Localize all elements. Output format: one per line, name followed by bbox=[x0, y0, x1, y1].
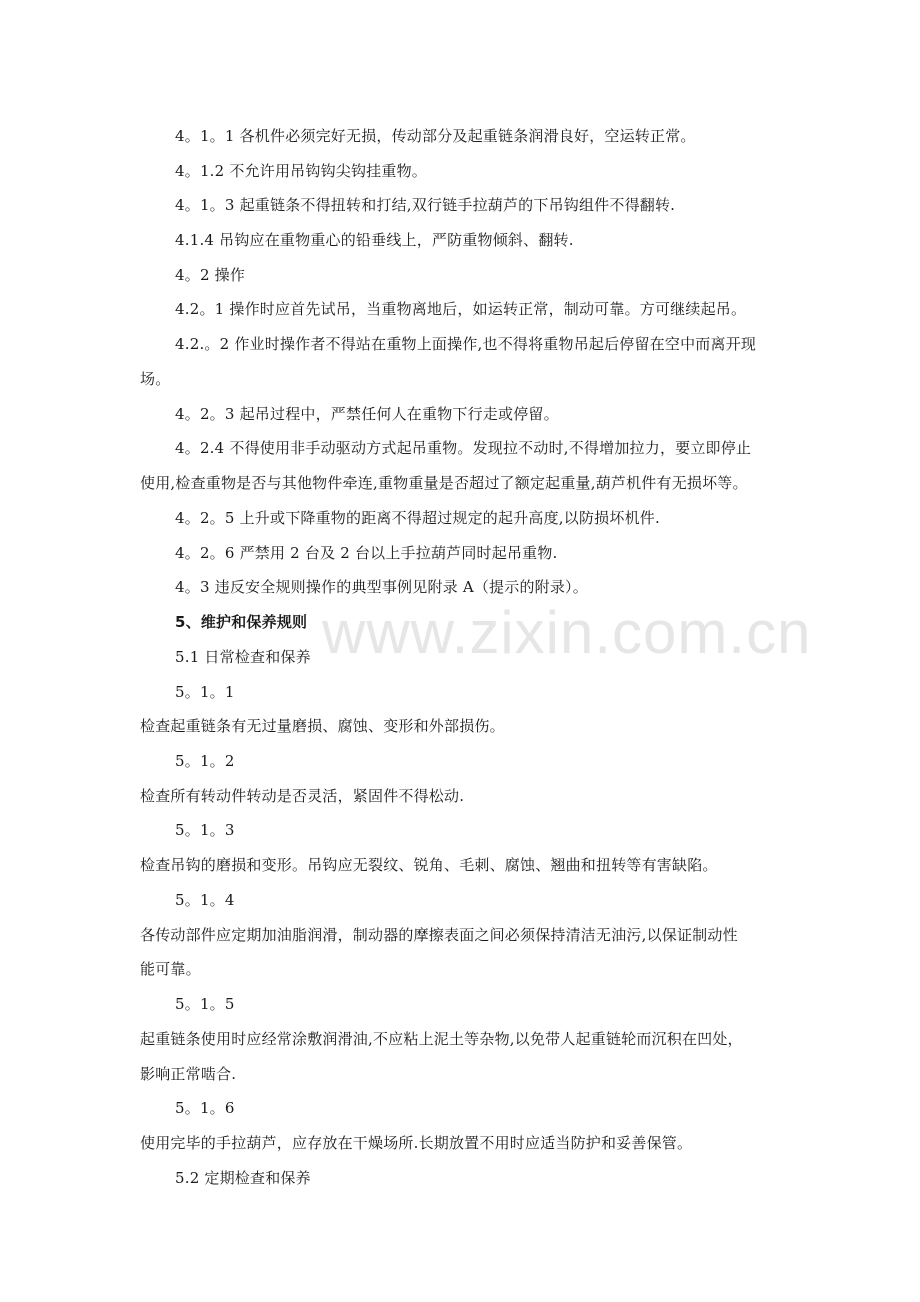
clause-5-1-2-text: 检查所有转动件转动是否灵活，紧固件不得松动. bbox=[140, 787, 465, 805]
clause-4-1-4: 4.1.4 吊钩应在重物重心的铅垂线上，严防重物倾斜、翻转. bbox=[175, 231, 574, 249]
clause-5-1-6-text: 使用完毕的手拉葫芦，应存放在干燥场所.长期放置不用时应适当防护和妥善保管。 bbox=[140, 1134, 693, 1152]
clause-4-1-2: 4。1.2 不允许用吊钩钩尖钩挂重物。 bbox=[175, 162, 427, 180]
clause-5-1-4-text: 各传动部件应定期加油脂润滑，制动器的摩擦表面之间必须保持清洁无油污,以保证制动性 bbox=[140, 926, 738, 944]
heading-4-2: 4。2 操作 bbox=[175, 266, 246, 284]
heading-5-2: 5.2 定期检查和保养 bbox=[175, 1169, 311, 1187]
clause-4-2-6: 4。2。6 严禁用 2 台及 2 台以上手拉葫芦同时起吊重物. bbox=[175, 544, 558, 562]
clause-4-2-2-cont: 场。 bbox=[140, 370, 171, 388]
clause-5-1-3-text: 检查吊钩的磨损和变形。吊钩应无裂纹、锐角、毛刺、腐蚀、翘曲和扭转等有害缺陷。 bbox=[140, 856, 718, 874]
clause-4-2-4-cont: 使用,检查重物是否与其他物件牵连,重物重量是否超过了额定起重量,葫芦机件有无损坏等。 bbox=[140, 474, 748, 492]
clause-5-1-6-num: 5。1。6 bbox=[175, 1099, 235, 1117]
clause-4-2-1: 4.2。1 操作时应首先试吊，当重物离地后，如运转正常，制动可靠。方可继续起吊。 bbox=[175, 300, 747, 318]
clause-5-1-5-cont: 影响正常啮合. bbox=[140, 1065, 237, 1083]
clause-4-1-1: 4。1。1 各机件必须完好无损，传动部分及起重链条润滑良好，空运转正常。 bbox=[175, 127, 696, 145]
clause-5-1-5-text: 起重链条使用时应经常涂敷润滑油,不应粘上泥土等杂物,以免带人起重链轮而沉积在凹处， bbox=[140, 1030, 743, 1048]
clause-5-1-1-num: 5。1。1 bbox=[175, 683, 235, 701]
watermark: www.zixin.com.cn bbox=[322, 599, 812, 666]
clause-5-1-4-num: 5。1。4 bbox=[175, 891, 235, 909]
clause-4-2-4: 4。2.4 不得使用非手动驱动方式起吊重物。发现拉不动时,不得增加拉力，要立即停止 bbox=[175, 439, 752, 457]
clause-5-1-1-text: 检查起重链条有无过量磨损、腐蚀、变形和外部损伤。 bbox=[140, 717, 505, 735]
clause-4-3: 4。3 违反安全规则操作的典型事例见附录 A（提示的附录）。 bbox=[175, 578, 588, 596]
clause-4-2-2: 4.2.。2 作业时操作者不得站在重物上面操作,也不得将重物吊起后停留在空中而离开现 bbox=[175, 335, 757, 353]
clause-4-2-5: 4。2。5 上升或下降重物的距离不得超过规定的起升高度,以防损坏机件. bbox=[175, 509, 660, 527]
clause-5-1-5-num: 5。1。5 bbox=[175, 995, 235, 1013]
clause-4-2-3: 4。2。3 起吊过程中，严禁任何人在重物下行走或停留。 bbox=[175, 405, 559, 423]
heading-5: 5、维护和保养规则 bbox=[175, 613, 308, 631]
heading-5-1: 5.1 日常检查和保养 bbox=[175, 648, 311, 666]
clause-5-1-4-cont: 能可靠。 bbox=[140, 960, 201, 978]
clause-5-1-2-num: 5。1。2 bbox=[175, 752, 235, 770]
clause-4-1-3: 4。1。3 起重链条不得扭转和打结,双行链手拉葫芦的下吊钩组件不得翻转. bbox=[175, 196, 676, 214]
clause-5-1-3-num: 5。1。3 bbox=[175, 821, 235, 839]
